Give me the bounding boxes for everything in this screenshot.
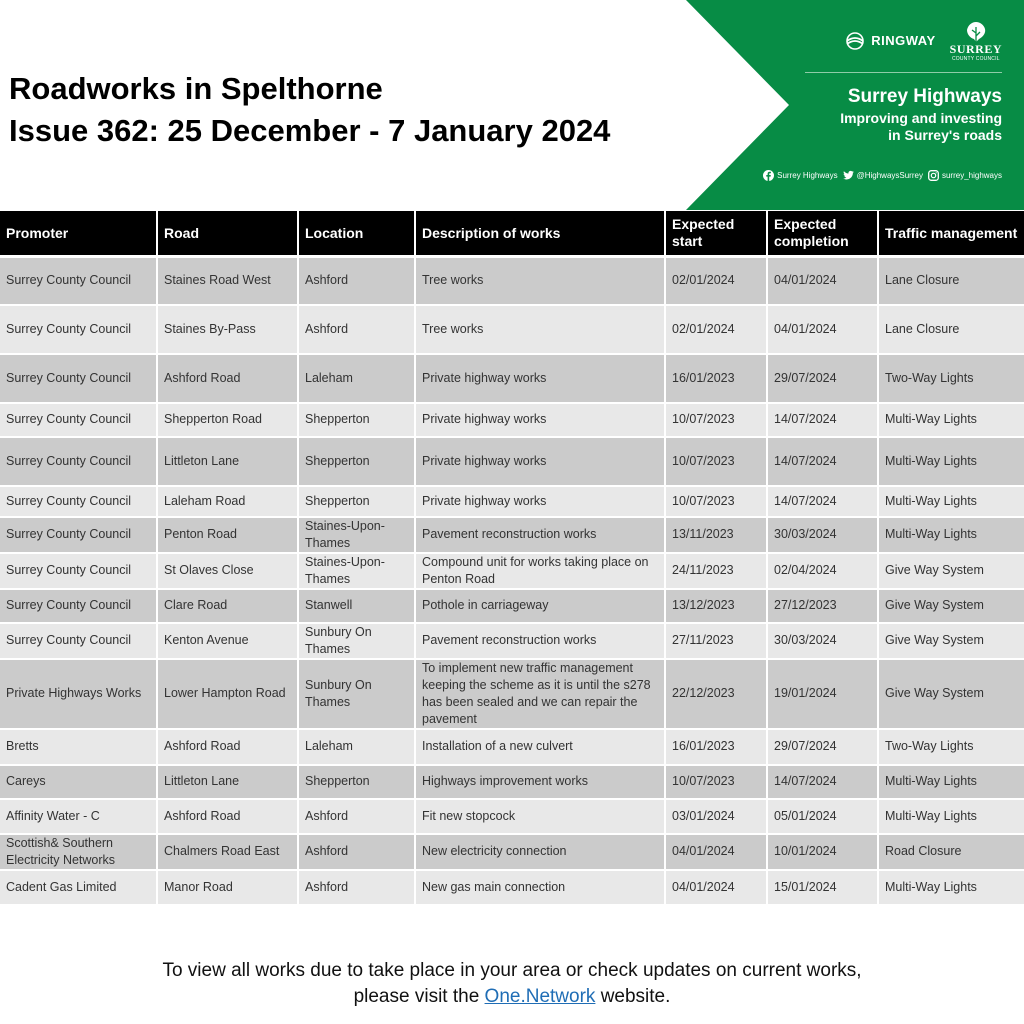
header-traffic-management: Traffic management [878,211,1024,257]
cell-promoter: Scottish& Southern Electricity Networks [0,834,157,870]
cell-location: Shepperton [298,765,415,799]
cell-road: Penton Road [157,517,298,553]
table-row [0,834,1024,870]
facebook-handle: Surrey Highways [777,171,838,180]
cell-traffic-management: Two-Way Lights [878,354,1024,403]
cell-expected-completion: 02/04/2024 [767,553,878,589]
cell-location: Ashford [298,834,415,870]
cell-location: Ashford [298,799,415,834]
surrey-highways-banner [686,0,1024,210]
facebook-icon [763,170,774,181]
cell-road: Shepperton Road [157,403,298,437]
cell-road: Ashford Road [157,799,298,834]
cell-expected-start: 13/11/2023 [665,517,767,553]
banner-divider [805,72,1002,73]
cell-expected-start: 04/01/2024 [665,834,767,870]
cell-traffic-management: Two-Way Lights [878,729,1024,765]
cell-description: New electricity connection [415,834,665,870]
cell-traffic-management: Give Way System [878,623,1024,659]
cell-traffic-management: Multi-Way Lights [878,403,1024,437]
header-location: Location [298,211,415,257]
cell-location: Ashford [298,870,415,905]
cell-description: Private highway works [415,437,665,486]
cell-description: Pothole in carriageway [415,589,665,623]
table-row [0,870,1024,905]
cell-location: Staines-Upon-Thames [298,553,415,589]
cell-location: Laleham [298,354,415,403]
twitter-icon [843,170,854,181]
social-links [763,170,1002,181]
cell-expected-start: 02/01/2024 [665,257,767,305]
cell-expected-start: 24/11/2023 [665,553,767,589]
footer-line-1: To view all works due to take place in your area or check updates on current works, [162,960,862,981]
cell-expected-completion: 04/01/2024 [767,305,878,354]
table-body [0,257,1024,905]
table-row [0,305,1024,354]
cell-traffic-management: Multi-Way Lights [878,437,1024,486]
cell-expected-start: 10/07/2023 [665,765,767,799]
county-council-wordmark: COUNTY COUNCIL [951,56,1000,62]
header-road: Road [157,211,298,257]
cell-promoter: Private Highways Works [0,659,157,729]
table-row [0,659,1024,729]
social-facebook[interactable] [763,170,837,181]
cell-road: Laleham Road [157,486,298,517]
cell-description: New gas main connection [415,870,665,905]
cell-expected-completion: 05/01/2024 [767,799,878,834]
cell-road: Lower Hampton Road [157,659,298,729]
cell-promoter: Surrey County Council [0,305,157,354]
cell-traffic-management: Multi-Way Lights [878,870,1024,905]
page-title [9,68,679,152]
cell-location: Laleham [298,729,415,765]
tagline-line-2: in Surrey's roads [888,127,1002,143]
cell-location: Sunbury On Thames [298,623,415,659]
cell-expected-start: 16/01/2023 [665,729,767,765]
partner-logos [844,18,1002,62]
cell-traffic-management: Multi-Way Lights [878,486,1024,517]
cell-promoter: Surrey County Council [0,403,157,437]
table-row [0,486,1024,517]
cell-promoter: Careys [0,765,157,799]
cell-expected-start: 22/12/2023 [665,659,767,729]
tagline-line-1: Improving and investing [840,110,1002,126]
table-header-row [0,211,1024,257]
banner-heading: Surrey Highways [847,86,1002,107]
cell-description: Tree works [415,305,665,354]
cell-road: Littleton Lane [157,437,298,486]
footer-note [0,958,1024,1010]
cell-road: St Olaves Close [157,553,298,589]
table-row [0,517,1024,553]
roadworks-table [0,211,1024,906]
cell-traffic-management: Lane Closure [878,305,1024,354]
cell-traffic-management: Give Way System [878,659,1024,729]
cell-expected-start: 16/01/2023 [665,354,767,403]
surrey-wordmark: SURREY [949,42,1002,56]
cell-expected-completion: 14/07/2024 [767,765,878,799]
title-line-2: Issue 362: 25 December - 7 January 2024 [9,113,611,148]
cell-expected-completion: 15/01/2024 [767,870,878,905]
cell-traffic-management: Multi-Way Lights [878,517,1024,553]
cell-promoter: Surrey County Council [0,354,157,403]
cell-description: Private highway works [415,354,665,403]
cell-description: Tree works [415,257,665,305]
table-row [0,553,1024,589]
table-row [0,257,1024,305]
cell-description: Fit new stopcock [415,799,665,834]
cell-description: Private highway works [415,486,665,517]
cell-promoter: Cadent Gas Limited [0,870,157,905]
cell-road: Chalmers Road East [157,834,298,870]
cell-road: Manor Road [157,870,298,905]
cell-promoter: Surrey County Council [0,553,157,589]
cell-description: To implement new traffic management keeping the scheme as it is until the s278 has been sealed and we can repair the pavement [415,659,665,729]
twitter-handle: @HighwaysSurrey [856,171,923,180]
table-row [0,354,1024,403]
table-row [0,623,1024,659]
cell-traffic-management: Lane Closure [878,257,1024,305]
cell-location: Staines-Upon-Thames [298,517,415,553]
cell-location: Shepperton [298,486,415,517]
cell-expected-completion: 30/03/2024 [767,623,878,659]
cell-traffic-management: Give Way System [878,553,1024,589]
banner-tagline [840,110,1002,144]
cell-expected-completion: 29/07/2024 [767,354,878,403]
cell-location: Shepperton [298,437,415,486]
cell-expected-completion: 30/03/2024 [767,517,878,553]
social-twitter[interactable] [843,170,923,181]
cell-traffic-management: Multi-Way Lights [878,799,1024,834]
cell-promoter: Bretts [0,729,157,765]
header-expected-completion: Expected completion [767,211,878,257]
cell-expected-completion: 14/07/2024 [767,403,878,437]
cell-description: Highways improvement works [415,765,665,799]
instagram-handle: surrey_highways [941,171,1002,180]
cell-road: Littleton Lane [157,765,298,799]
ringway-logo [844,32,935,50]
header-expected-start: Expected start [665,211,767,257]
ringway-wordmark: RINGWAY [871,33,936,48]
cell-traffic-management: Multi-Way Lights [878,765,1024,799]
header-description: Description of works [415,211,665,257]
cell-expected-start: 10/07/2023 [665,437,767,486]
cell-expected-start: 02/01/2024 [665,305,767,354]
cell-promoter: Surrey County Council [0,517,157,553]
cell-road: Staines By-Pass [157,305,298,354]
cell-traffic-management: Give Way System [878,589,1024,623]
cell-road: Ashford Road [157,354,298,403]
cell-expected-start: 10/07/2023 [665,486,767,517]
instagram-icon [928,170,939,181]
cell-expected-completion: 29/07/2024 [767,729,878,765]
table-row [0,589,1024,623]
header-promoter: Promoter [0,211,157,257]
footer-line-2 [0,984,1024,1010]
cell-location: Stanwell [298,589,415,623]
cell-expected-completion: 10/01/2024 [767,834,878,870]
cell-description: Pavement reconstruction works [415,517,665,553]
cell-location: Ashford [298,257,415,305]
table-row [0,729,1024,765]
cell-expected-completion: 14/07/2024 [767,437,878,486]
table-row [0,799,1024,834]
cell-promoter: Surrey County Council [0,437,157,486]
cell-traffic-management: Road Closure [878,834,1024,870]
cell-description: Compound unit for works taking place on Penton Road [415,553,665,589]
cell-expected-start: 27/11/2023 [665,623,767,659]
one-network-link[interactable]: One.Network [484,986,596,1007]
social-instagram[interactable] [928,170,1002,181]
cell-description: Pavement reconstruction works [415,623,665,659]
cell-promoter: Surrey County Council [0,623,157,659]
cell-promoter: Surrey County Council [0,486,157,517]
cell-road: Kenton Avenue [157,623,298,659]
footer-text-before-link: please visit the [353,986,485,1007]
cell-promoter: Affinity Water - C [0,799,157,834]
footer-text-after-link: website. [595,986,671,1007]
cell-road: Ashford Road [157,729,298,765]
cell-expected-start: 03/01/2024 [665,799,767,834]
cell-description: Installation of a new culvert [415,729,665,765]
cell-road: Staines Road West [157,257,298,305]
cell-expected-start: 13/12/2023 [665,589,767,623]
cell-expected-completion: 04/01/2024 [767,257,878,305]
ringway-swoosh-icon [844,32,866,50]
cell-expected-completion: 19/01/2024 [767,659,878,729]
cell-location: Shepperton [298,403,415,437]
cell-road: Clare Road [157,589,298,623]
cell-expected-start: 04/01/2024 [665,870,767,905]
cell-promoter: Surrey County Council [0,257,157,305]
table-row [0,437,1024,486]
cell-expected-completion: 27/12/2023 [767,589,878,623]
table-row [0,765,1024,799]
table-row [0,403,1024,437]
banner-content [777,18,1002,181]
cell-expected-start: 10/07/2023 [665,403,767,437]
cell-expected-completion: 14/07/2024 [767,486,878,517]
cell-location: Ashford [298,305,415,354]
surrey-county-council-logo [950,21,1002,62]
cell-location: Sunbury On Thames [298,659,415,729]
cell-description: Private highway works [415,403,665,437]
oak-leaf-icon [965,21,987,43]
cell-promoter: Surrey County Council [0,589,157,623]
title-line-1: Roadworks in Spelthorne [9,71,383,106]
